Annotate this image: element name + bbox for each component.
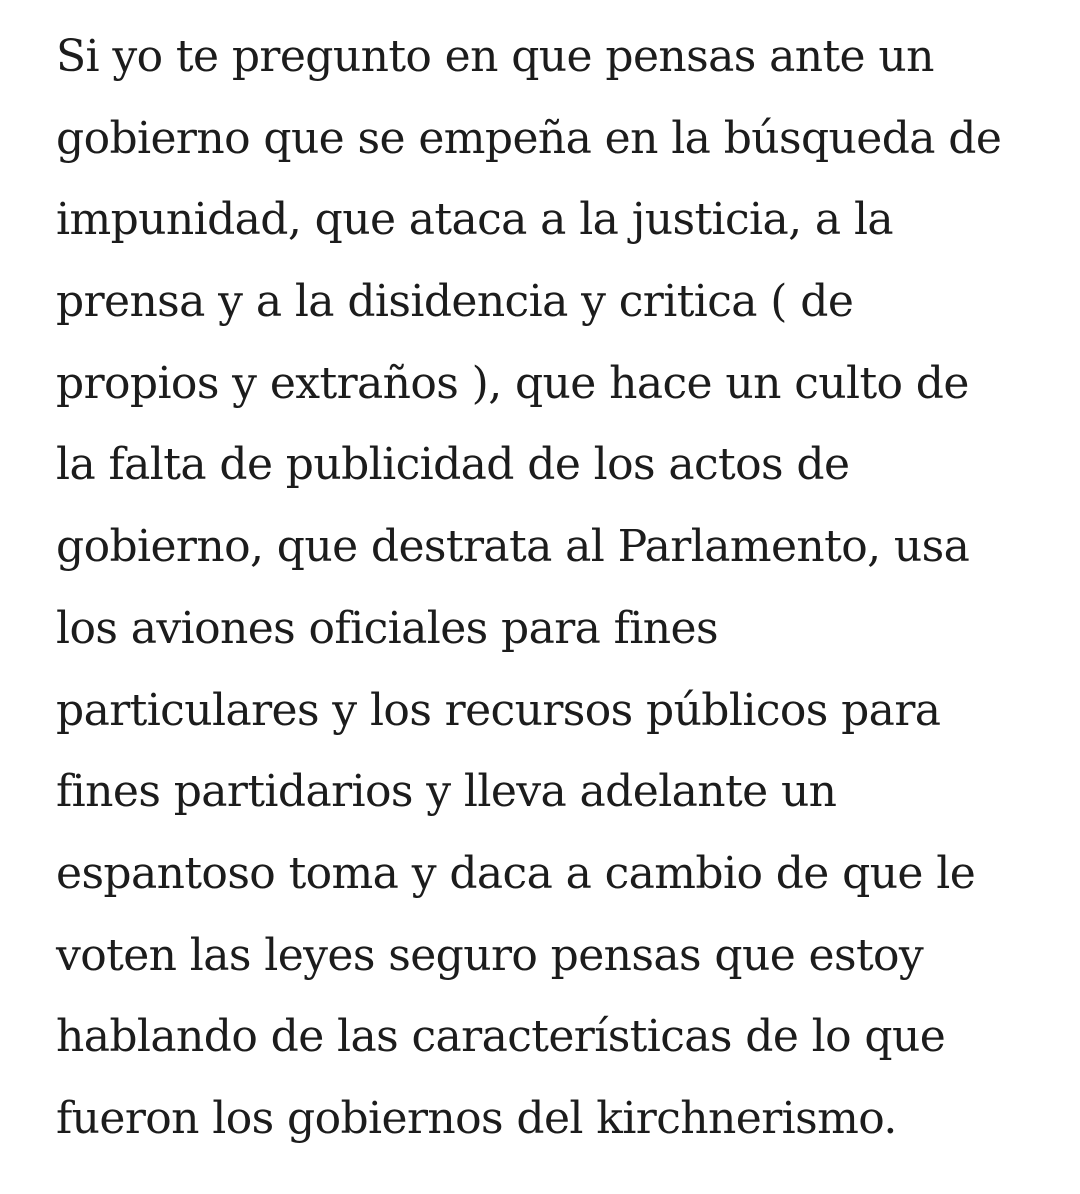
- paragraph-line: prensa y a la disidencia y critica ( de: [56, 276, 854, 328]
- paragraph-line: la falta de publicidad de los actos de: [56, 439, 850, 491]
- paragraph-line: particulares y los recursos públicos para: [56, 684, 941, 736]
- paragraph-line: gobierno que se empeña en la búsqueda de: [56, 112, 1002, 164]
- paragraph-line: hablando de las características de lo que: [56, 1011, 946, 1063]
- paragraph-line: espantoso toma y daca a cambio de que le: [56, 847, 976, 899]
- paragraph-line: voten las leyes seguro pensas que estoy: [56, 929, 924, 981]
- paragraph-line: impunidad, que ataca a la justicia, a la: [56, 194, 894, 246]
- paragraph-line: gobierno, que destrata al Parlamento, usa: [56, 521, 970, 573]
- paragraph-line: fines partidarios y lleva adelante un: [56, 766, 837, 818]
- article-paragraph: [56, 16, 1056, 1160]
- paragraph-line: Si yo te pregunto en que pensas ante un: [56, 31, 934, 82]
- paragraph-line: los aviones oficiales para fines: [56, 602, 718, 654]
- paragraph-line: fueron los gobiernos del kirchnerismo.: [56, 1092, 897, 1144]
- paragraph-line: propios y extraños ), que hace un culto de: [56, 357, 969, 409]
